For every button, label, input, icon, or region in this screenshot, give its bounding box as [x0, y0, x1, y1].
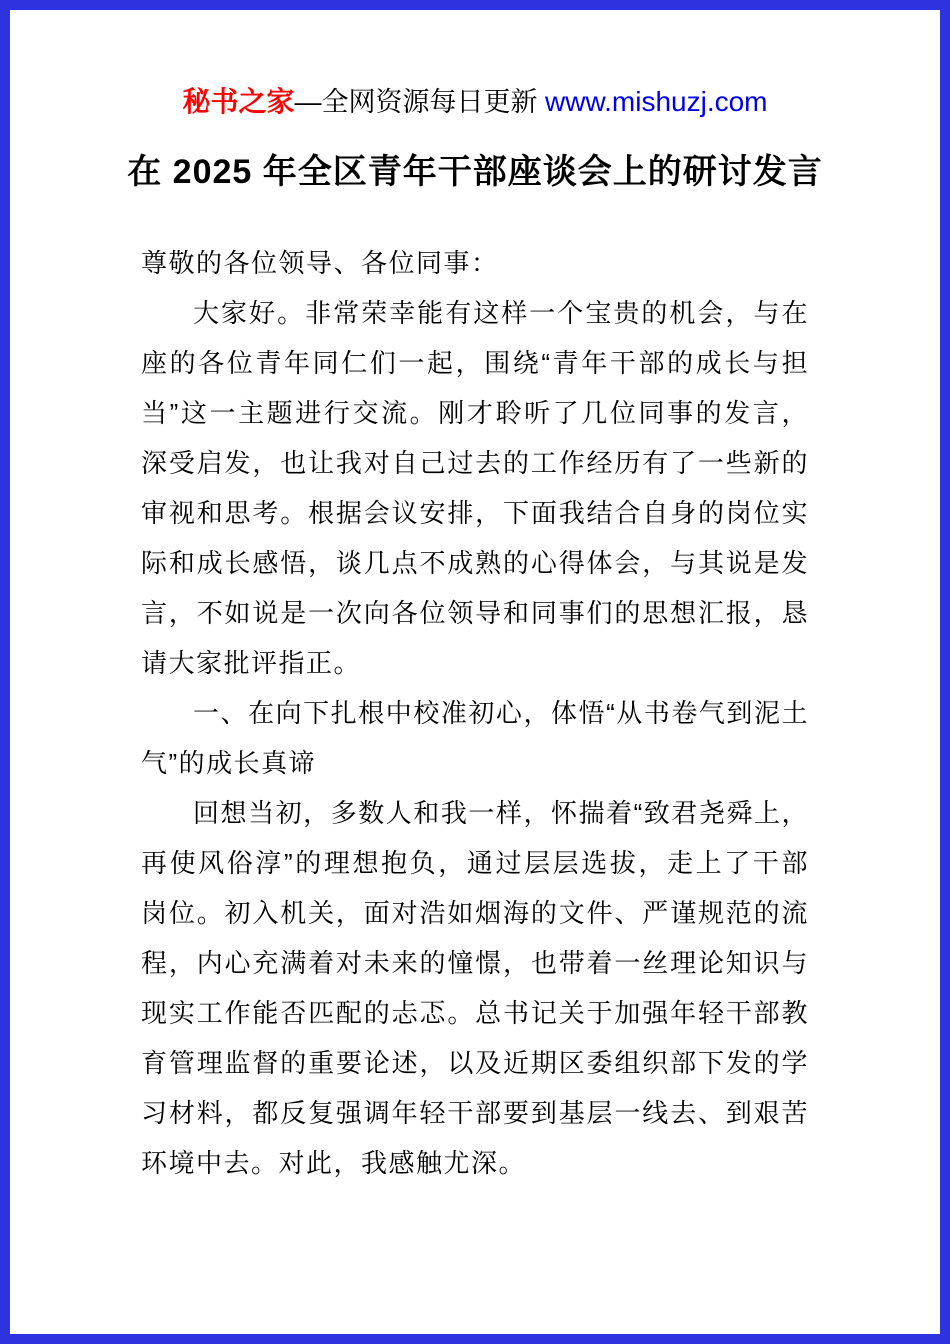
- site-header: [0, 84, 950, 120]
- site-tagline: —全网资源每日更新: [294, 87, 546, 117]
- body-paragraph: 回想当初，多数人和我一样，怀揣着“致君尧舜上，再使风俗淳”的理想抱负，通过层层选拔，走上了干部岗位。初入机关，面对浩如烟海的文件、严谨规范的流程，内心充满着对未来的憧憬，也带着一丝理论知识与现实工作能否匹配的忐忑。总书记关于加强年轻干部教育管理监督的重要论述，以及近期区委组织部下发的学习材料，都反复强调年轻干部要到基层一线去、到艰苦环境中去。对此，我感触尤深。: [141, 798, 809, 1178]
- site-url-link[interactable]: www.mishuzj.com: [545, 86, 768, 117]
- body-paragraph: 大家好。非常荣幸能有这样一个宝贵的机会，与在座的各位青年同仁们一起，围绕“青年干部的成长与担当”这一主题进行交流。刚才聆听了几位同事的发言，深受启发，也让我对自己过去的工作经历有了一些新的审视和思考。根据会议安排，下面我结合自身的岗位实际和成长感悟，谈几点不成熟的心得体会，与其说是发言，不如说是一次向各位领导和同事们的思想汇报，恳请大家批评指正。: [141, 298, 809, 678]
- section-heading: 一、在向下扎根中校准初心，体悟“从书卷气到泥土气”的成长真谛: [141, 698, 809, 778]
- document-body: [141, 238, 809, 1188]
- site-brand: 秘书之家: [182, 86, 295, 117]
- document-title: 在 2025 年全区青年干部座谈会上的研讨发言: [127, 153, 823, 191]
- salutation-line: 尊敬的各位领导、各位同事：: [141, 248, 499, 278]
